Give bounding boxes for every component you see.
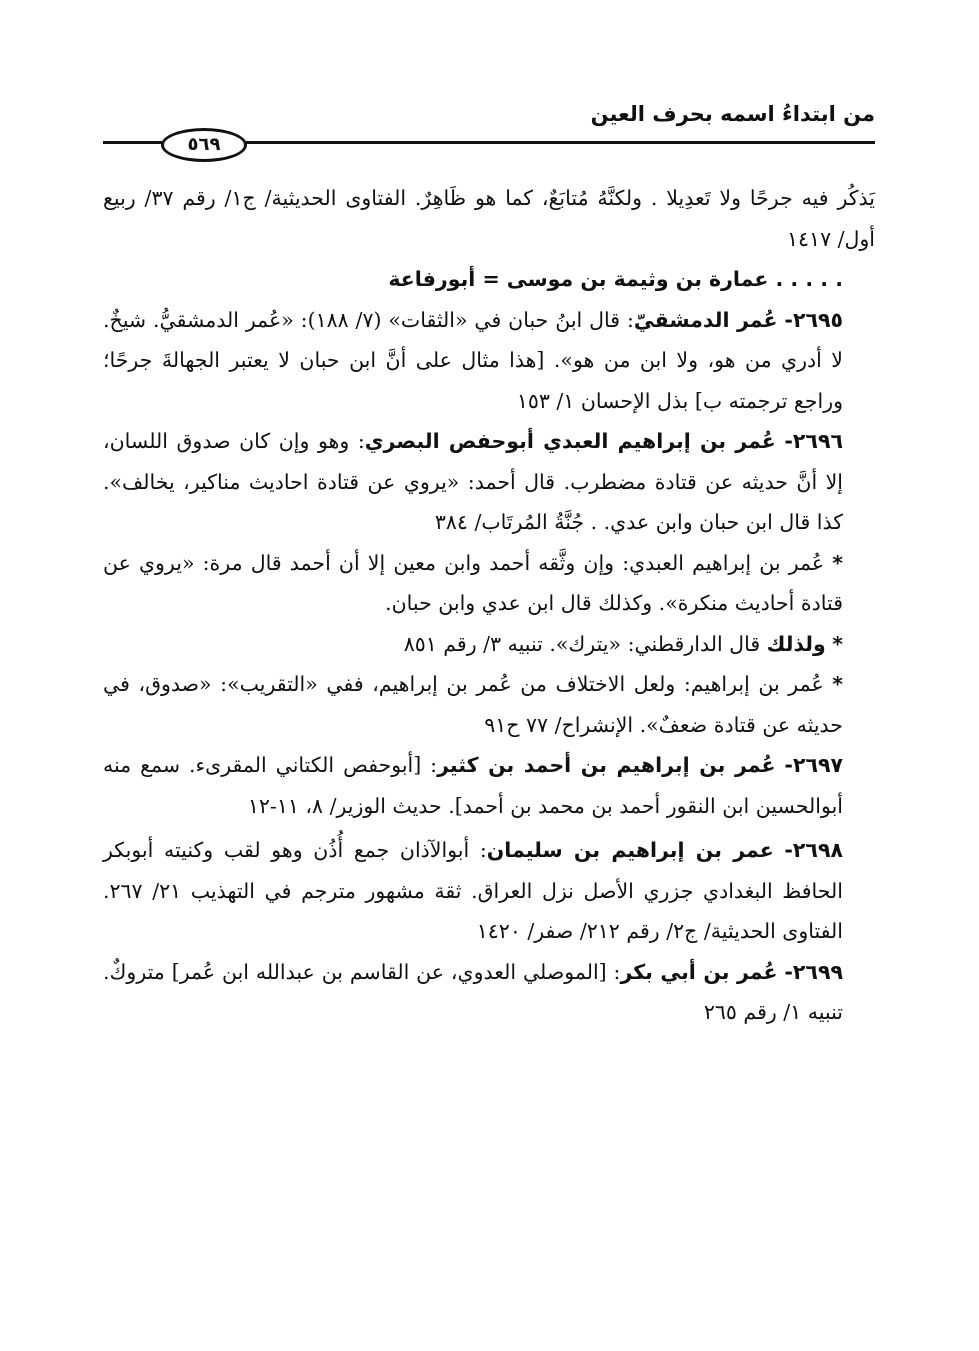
entry-number: ٢٦٩٧- bbox=[784, 753, 843, 777]
entry-text: : قال ابنُ حبان في «الثقات» (٧/ ١٨٨): «عُمر الدمشقيُّ. شيخٌ. لا أدري من هو، ولا ابن من هو». [هذا مثال على أنَّ ابن حبان لا يعتبر الجهالةَ جرحًا؛ وراجع ترجمته ب] بذل الإحسان ١/ ١٥٣ bbox=[103, 307, 843, 413]
entry-2699 bbox=[103, 952, 875, 1033]
page-number-badge: ٥٦٩ bbox=[161, 128, 247, 162]
entry-number: ٢٦٩٥- bbox=[784, 307, 843, 332]
note-text: عُمر بن إبراهيم: ولعل الاختلاف من عُمر بن إبراهيم، ففي «التقريب»: «صدوق، في حديثه عن قتادة ضعفٌ». الإنشراح/ ٧٧ ح٩١ bbox=[103, 672, 843, 737]
entry-text: : [الموصلي العدوي، عن القاسم بن عبدالله ابن عُمر] متروكٌ. تنبيه ١/ رقم ٢٦٥ bbox=[103, 959, 843, 1024]
note-3 bbox=[103, 664, 875, 745]
note-lead: ولذلك bbox=[766, 631, 826, 656]
cross-reference-text: . . . . . عمارة بن وثيمة بن موسى = أبورفاعة bbox=[388, 267, 843, 291]
note-1 bbox=[103, 543, 875, 624]
entry-text: : وهو وإن كان صدوق اللسان، إلا أنَّ حديثه عن قتادة مضطرب. قال أحمد: «يروي عن قتادة احاديث مناكير، يخالف». كذا قال ابن حبان وابن عدي. . جُنَّةُ المُرتَاب/ ٣٨٤ bbox=[103, 429, 843, 534]
entry-text: : أبوالآذان جمع أُذُن وهو لقب وكنيته أبوبكر الحافظ البغدادي جزري الأصل نزل العراق. ثقة مشهور مترجم في التهذيب ٢١/ ٢٦٧. الفتاوى الحديثية/ ج٢/ رقم ٢١٢/ صفر/ ١٤٢٠ bbox=[103, 838, 843, 943]
entry-name: عمر بن إبراهيم بن سليمان bbox=[486, 838, 774, 862]
running-head-title: من ابتداءُ اسمه بحرف العين bbox=[590, 102, 875, 126]
entry-name: عُمر بن إبراهيم بن أحمد بن كثير bbox=[437, 753, 776, 777]
entry-2697 bbox=[103, 745, 875, 826]
entry-name: عُمر بن إبراهيم العبدي أبوحفص البصري bbox=[364, 429, 776, 453]
note-2 bbox=[103, 624, 875, 665]
entry-number: ٢٦٩٩- bbox=[784, 959, 843, 984]
entry-name: عُمر الدمشقيّ bbox=[633, 307, 778, 332]
entry-number: ٢٦٩٦- bbox=[784, 429, 843, 453]
entry-2696 bbox=[103, 421, 875, 543]
entry-number: ٢٦٩٨- bbox=[784, 838, 843, 862]
page-header bbox=[103, 102, 875, 162]
entry-2695 bbox=[103, 300, 875, 422]
note-star-icon: * bbox=[832, 550, 843, 575]
note-star-icon: * bbox=[832, 631, 843, 656]
note-text: عُمر بن إبراهيم العبدي: وإن وثَّقه أحمد وابن معين إلا أن أحمد قال مرة: «يروي عن قتادة أحاديث منكرة». وكذلك قال ابن عدي وابن حبان. bbox=[103, 550, 843, 615]
note-star-icon: * bbox=[832, 672, 843, 696]
cross-reference-line bbox=[103, 259, 875, 300]
continuation-text: يَذكُر فيه جرحًا ولا تَعدِيلا . ولكنَّهُ مُتابَعٌ، كما هو ظَاهِرٌ. الفتاوى الحديثية/ ج١/ رقم ٣٧/ ربيع أول/ ١٤١٧ bbox=[103, 186, 875, 251]
entry-2698 bbox=[103, 830, 875, 952]
page-body bbox=[103, 178, 875, 1033]
continuation-paragraph bbox=[103, 178, 875, 259]
note-text: قال الدارقطني: «يترك». تنبيه ٣/ رقم ٨٥١ bbox=[403, 631, 761, 656]
entry-text: : [أبوحفص الكتاني المقرىء. سمع منه أبوالحسين ابن النقور أحمد بن محمد بن أحمد]. حديث الوزير/ ٨، ١١-١٢ bbox=[103, 753, 843, 818]
entry-name: عُمر بن أبي بكر bbox=[620, 959, 778, 984]
